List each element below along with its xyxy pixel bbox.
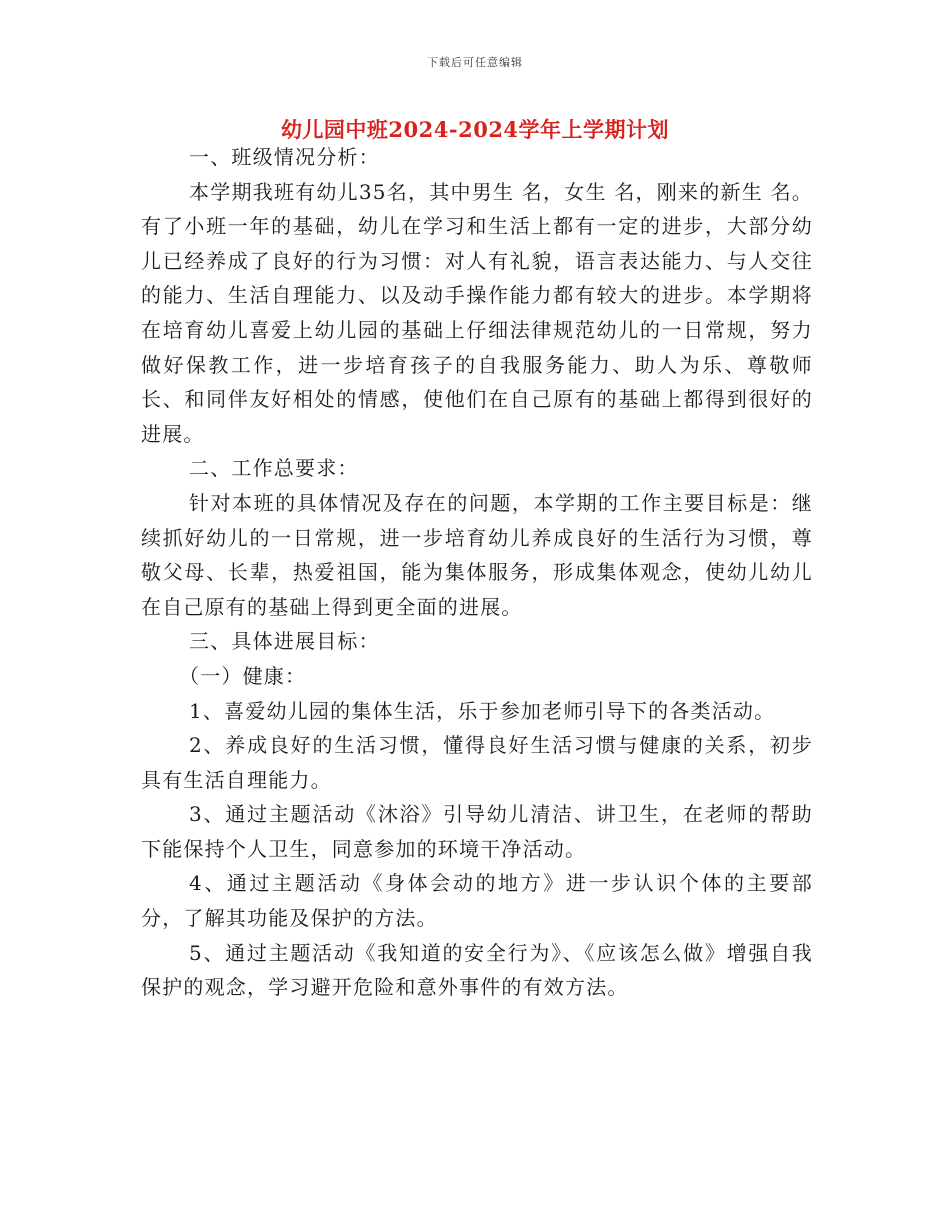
list-item: 1、喜爱幼儿园的集体生活，乐于参加老师引导下的各类活动。 [189, 698, 776, 723]
section-3-heading: 三、具体进展目标： [189, 629, 380, 654]
section-2-heading: 二、工作总要求： [189, 456, 359, 481]
list-item: 4、通过主题活动《身体会动的地方》进一步认识个体的主要部分，了解其功能及保护的方法。 [141, 871, 813, 931]
section-1-paragraph: 本学期我班有幼儿35名，其中男生 名，女生 名，刚来的新生 名。有了小班一年的基础，幼儿在学习和生活上都有一定的进步，大部分幼儿已经养成了良好的行为习惯：对人有礼貌，语言表达能力、与人交往的能力、生活自理能力、以及动手操作能力都有较大的进步。本学期将在培育幼儿喜爱上幼儿园的基础上仔细法律规范幼儿的一日常规，努力做好保教工作，进一步培育孩子的自我服务能力、助人为乐、尊敬师长、和同伴友好相处的情感，使他们在自己原有的基础上都得到很好的进展。 [141, 179, 813, 446]
subsection-health-heading: （一）健康： [179, 663, 307, 688]
section-1-heading: 一、班级情况分析： [189, 145, 380, 169]
list-item: 2、养成良好的生活习惯，懂得良好生活习惯与健康的关系，初步具有生活自理能力。 [141, 733, 813, 792]
header-note: 下载后可任意编辑 [427, 56, 523, 69]
list-item: 5、通过主题活动《我知道的安全行为》、《应该怎么做》增强自我保护的观念，学习避开危险和意外事件的有效方法。 [141, 940, 813, 1000]
list-item: 3、通过主题活动《沐浴》引导幼儿清洁、讲卫生，在老师的帮助下能保持个人卫生，同意参加的环境干净活动。 [141, 802, 813, 861]
document-body [141, 140, 813, 1005]
document-title: 幼儿园中班2024-2024学年上学期计划 [280, 117, 670, 142]
section-2-paragraph: 针对本班的具体情况及存在的问题，本学期的工作主要目标是：继续抓好幼儿的一日常规，进一步培育幼儿养成良好的生活行为习惯，尊敬父母、长辈，热爱祖国，能为集体服务，形成集体观念，使幼儿幼儿在自己原有的基础上得到更全面的进展。 [141, 490, 813, 619]
